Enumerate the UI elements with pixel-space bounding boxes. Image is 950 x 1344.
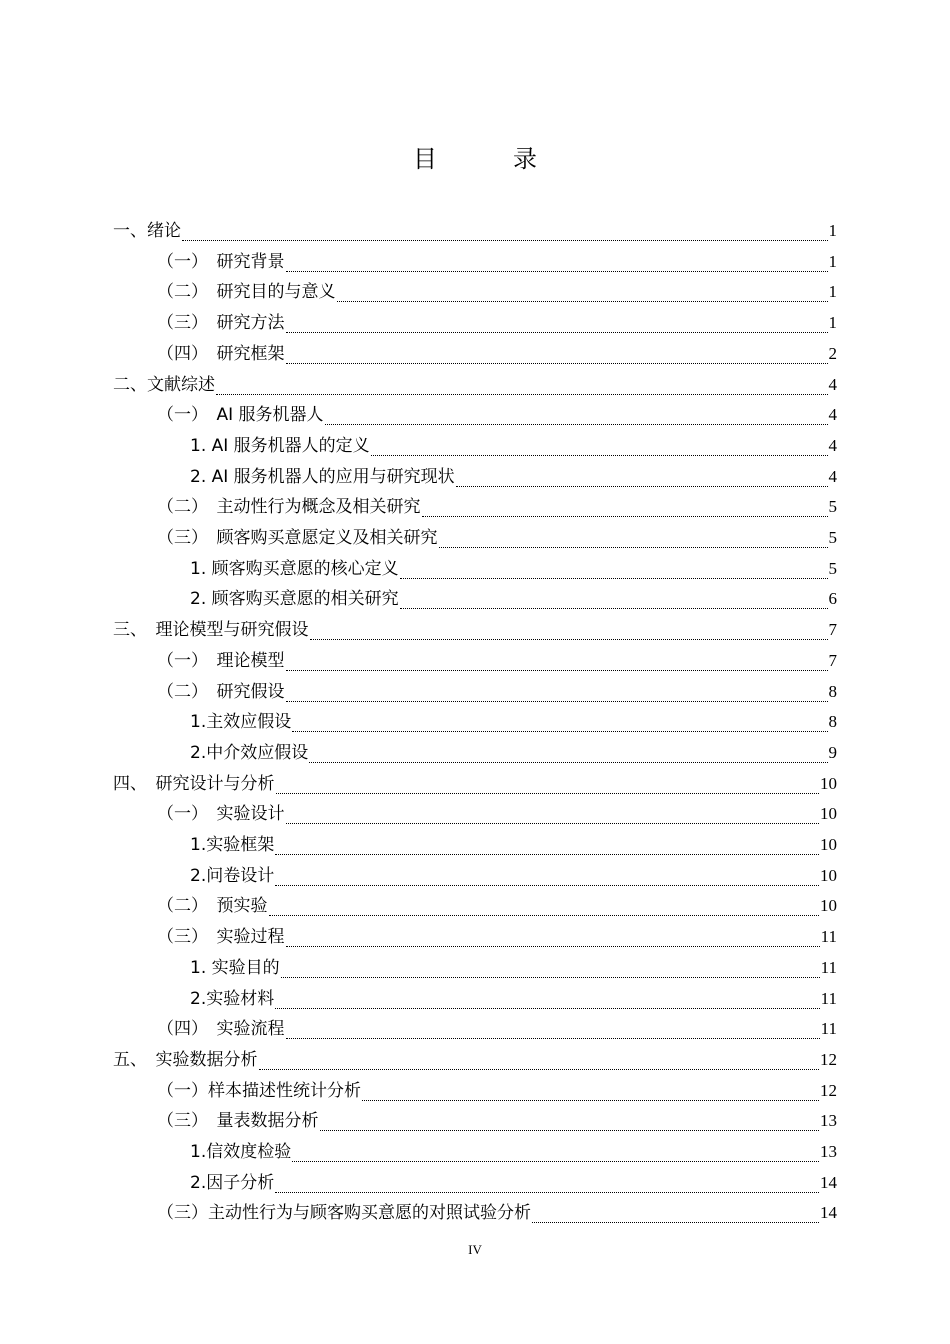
toc-entry[interactable] — [190, 953, 837, 983]
toc-entry-label: 1. AI 服务机器人的定义 — [190, 435, 370, 456]
page-footer-number: IV — [468, 1242, 482, 1257]
toc-entry[interactable] — [113, 216, 837, 246]
toc-entry[interactable] — [157, 1014, 837, 1044]
toc-entry-label: 2. 顾客购买意愿的相关研究 — [190, 589, 399, 610]
toc-entry-label: （三） 实验过程 — [157, 927, 285, 948]
dot-leader — [269, 915, 820, 916]
page-title: 目 录 — [413, 145, 563, 173]
toc-entry[interactable] — [157, 277, 837, 307]
dot-leader — [310, 639, 828, 640]
toc-entry[interactable] — [157, 400, 837, 430]
toc-entry-label: 1. 实验目的 — [190, 957, 280, 978]
toc-entry-label: 1. 顾客购买意愿的核心定义 — [190, 558, 399, 579]
dot-leader — [286, 1038, 820, 1039]
dot-leader — [292, 1161, 819, 1162]
toc-entry-label: （三） 研究方法 — [157, 313, 285, 334]
dot-leader — [456, 486, 828, 487]
dot-leader — [259, 1069, 820, 1070]
toc-entry-label: （三） 量表数据分析 — [157, 1111, 319, 1132]
toc-entry-page-number: 11 — [820, 927, 837, 947]
toc-entry[interactable] — [190, 861, 837, 891]
toc-entry-label: （二） 预实验 — [157, 896, 268, 917]
toc-entry-page-number: 1 — [828, 251, 837, 271]
toc-entry[interactable] — [157, 247, 837, 277]
dot-leader — [276, 793, 820, 794]
toc-entry-page-number: 10 — [820, 804, 837, 824]
toc-entry-label: 1.主效应假设 — [190, 712, 292, 733]
dot-leader — [216, 394, 828, 395]
toc-entry-page-number: 5 — [828, 558, 837, 578]
toc-entry-label: （四） 实验流程 — [157, 1019, 285, 1040]
toc-entry-page-number: 11 — [820, 957, 837, 977]
toc-entry-page-number: 5 — [828, 528, 837, 547]
toc-entry-page-number: 1 — [828, 221, 837, 240]
toc-entry-page-number: 12 — [820, 1049, 837, 1069]
toc-entry-page-number: 10 — [820, 865, 837, 885]
dot-leader — [281, 977, 820, 978]
dot-leader — [422, 516, 828, 517]
toc-entry-page-number: 9 — [828, 742, 837, 762]
toc-entry-page-number: 11 — [820, 988, 837, 1008]
toc-entry-page-number: 4 — [828, 374, 837, 394]
toc-entry-page-number: 4 — [828, 405, 837, 425]
dot-leader — [275, 854, 819, 855]
dot-leader — [286, 332, 828, 333]
toc-entry[interactable] — [157, 308, 837, 338]
toc-entry[interactable] — [157, 339, 837, 369]
toc-entry-label: 2. AI 服务机器人的应用与研究现状 — [190, 466, 455, 487]
toc-entry[interactable] — [157, 1076, 837, 1106]
dot-leader — [320, 1130, 820, 1131]
toc-entry[interactable] — [190, 1168, 837, 1198]
toc-entry-page-number: 10 — [820, 835, 837, 854]
toc-entry-page-number: 1 — [828, 282, 837, 302]
toc-entry-page-number: 8 — [828, 681, 837, 701]
toc-entry[interactable] — [190, 830, 837, 860]
dot-leader — [325, 424, 828, 425]
dot-leader — [286, 670, 828, 671]
toc-entry-page-number: 7 — [828, 650, 837, 670]
toc-entry-label: （一）样本描述性统计分析 — [157, 1080, 361, 1101]
toc-entry-page-number: 7 — [828, 620, 837, 640]
toc-entry-page-number: 10 — [820, 773, 837, 793]
dot-leader — [292, 731, 827, 732]
toc-entry-page-number: 13 — [820, 1142, 837, 1161]
toc-entry-label: （一） 理论模型 — [157, 650, 285, 671]
toc-entry-page-number: 6 — [828, 589, 837, 609]
toc-entry-label: （一） 研究背景 — [157, 251, 285, 272]
toc-entry-label: （三） 顾客购买意愿定义及相关研究 — [157, 528, 438, 548]
toc-entry-label: 1.信效度检验 — [190, 1142, 292, 1162]
toc-entry-label: 一、绪论 — [113, 221, 181, 241]
dot-leader — [362, 1100, 819, 1101]
toc-entry[interactable] — [190, 707, 837, 737]
toc-entry[interactable] — [157, 646, 837, 676]
dot-leader — [532, 1222, 819, 1223]
toc-entry[interactable] — [157, 799, 837, 829]
toc-entry-label: （二） 主动性行为概念及相关研究 — [157, 497, 421, 518]
toc-entry-page-number: 5 — [828, 497, 837, 517]
toc-entry-page-number: 13 — [820, 1111, 837, 1131]
toc-entry[interactable] — [113, 370, 837, 400]
dot-leader — [286, 701, 828, 702]
toc-entry-label: 2.实验材料 — [190, 988, 275, 1009]
toc-entry[interactable] — [157, 523, 837, 553]
dot-leader — [371, 455, 828, 456]
toc-entry[interactable] — [190, 984, 837, 1014]
toc-entry[interactable] — [157, 922, 837, 952]
dot-leader — [439, 547, 828, 548]
toc-entry-page-number: 10 — [820, 896, 837, 916]
toc-entry-page-number: 14 — [820, 1172, 837, 1192]
toc-entry[interactable] — [113, 769, 837, 799]
dot-leader — [400, 578, 828, 579]
dot-leader — [286, 946, 820, 947]
toc-entry[interactable] — [157, 492, 837, 522]
toc-entry-page-number: 2 — [828, 343, 837, 363]
toc-entry[interactable] — [113, 1045, 837, 1075]
toc-entry-page-number: 12 — [820, 1080, 837, 1100]
dot-leader — [286, 363, 828, 364]
dot-leader — [182, 240, 828, 241]
toc-entry-label: 2.问卷设计 — [190, 865, 275, 886]
dot-leader — [400, 608, 828, 609]
toc-entry[interactable] — [190, 462, 837, 492]
toc-entry-label: （一） 实验设计 — [157, 804, 285, 825]
toc-entry[interactable] — [113, 615, 837, 645]
toc-entry-page-number: 4 — [828, 466, 837, 486]
toc-entry-label: 1.实验框架 — [190, 835, 275, 855]
toc-entry-label: （二） 研究假设 — [157, 681, 285, 702]
toc-entry-label: （二） 研究目的与意义 — [157, 282, 336, 303]
dot-leader — [275, 885, 819, 886]
toc-entry[interactable] — [190, 738, 837, 768]
toc-entry-page-number: 11 — [820, 1019, 837, 1039]
toc-entry-label: 2.因子分析 — [190, 1172, 275, 1193]
toc-entry-label: （四） 研究框架 — [157, 343, 285, 364]
dot-leader — [337, 301, 828, 302]
toc-entry[interactable] — [190, 1137, 837, 1167]
toc-entry[interactable] — [157, 1198, 837, 1228]
toc-entry-page-number: 14 — [820, 1203, 837, 1223]
toc-entry-page-number: 1 — [828, 313, 837, 333]
dot-leader — [286, 271, 828, 272]
dot-leader — [275, 1192, 819, 1193]
toc-entry-label: 三、 理论模型与研究假设 — [113, 620, 309, 641]
toc-entry[interactable] — [157, 1106, 837, 1136]
toc-entry[interactable] — [157, 891, 837, 921]
toc-entry-label: （一） AI 服务机器人 — [157, 405, 324, 426]
toc-entry-page-number: 8 — [828, 712, 837, 732]
toc-entry-label: 2.中介效应假设 — [190, 742, 309, 763]
dot-leader — [309, 762, 827, 763]
toc-entry-page-number: 4 — [828, 435, 837, 455]
dot-leader — [275, 1008, 819, 1009]
dot-leader — [286, 823, 820, 824]
toc-entry-label: 二、文献综述 — [113, 374, 215, 395]
toc-entry-label: 五、 实验数据分析 — [113, 1049, 258, 1070]
toc-entry[interactable] — [190, 584, 837, 614]
toc-entry[interactable] — [190, 431, 837, 461]
toc-entry-label: （三）主动性行为与顾客购买意愿的对照试验分析 — [157, 1203, 531, 1224]
toc-entry-label: 四、 研究设计与分析 — [113, 773, 275, 794]
toc-entry[interactable] — [157, 677, 837, 707]
toc-entry[interactable] — [190, 554, 837, 584]
